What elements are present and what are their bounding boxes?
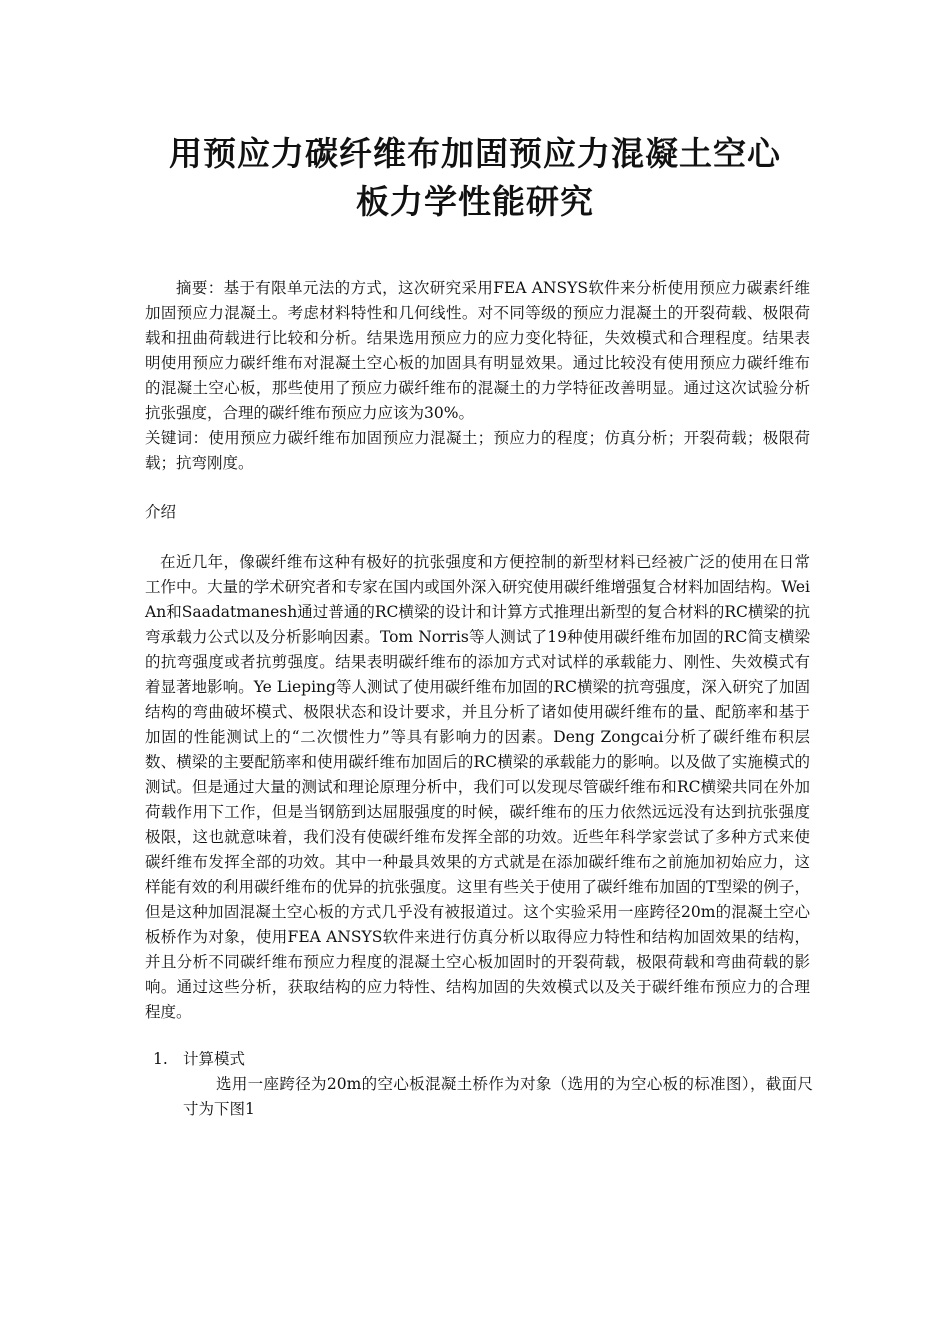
abstract-paragraph: 摘要：基于有限单元法的方式，这次研究采用FEA ANSYS软件来分析使用预应力碳素纤维加固预应力混凝土。考虑材料特性和几何线性。对不同等级的预应力混凝土的开裂荷载、极限荷载和扭曲荷载进行比较和分析。结果选用预应力的应力变化特征，失效模式和合理程度。结果表明使用预应力碳纤维布对混凝土空心板的加固具有明显效果。通过比较没有使用预应力碳纤维布的混凝土空心板，那些使用了预应力碳纤维布的混凝土的力学特征改善明显。通过这次试验分析抗张强度，合理的碳纤维布预应力应该为30%。: [145, 279, 810, 422]
intro-heading: 介绍: [145, 503, 177, 521]
keywords-paragraph: 关键词：使用预应力碳纤维布加固预应力混凝土；预应力的程度；仿真分析；开裂荷载；极限荷载；抗弯刚度。: [145, 429, 810, 472]
section-1-number: 1.: [153, 1050, 168, 1068]
document-title: [120, 130, 830, 226]
title-line-1: 用预应力碳纤维布加固预应力混凝土空心: [169, 134, 781, 173]
section-1-title: 计算模式: [183, 1050, 246, 1068]
section-1-paragraph: 选用一座跨径为20m的空心板混凝土桥作为对象（选用的为空心板的标准图），截面尺寸为下图1: [183, 1075, 813, 1118]
intro-paragraph: 在近几年，像碳纤维布这种有极好的抗张强度和方便控制的新型材料已经被广泛的使用在日常工作中。大量的学术研究者和专家在国内或国外深入研究使用碳纤维增强复合材料加固结构。Wei An和Saadatmanesh通过普通的RC横梁的设计和计算方式推理出新型的复合材料的RC横梁的抗弯承载力公式以及分析影响因素。Tom Norris等人测试了19种使用碳纤维布加固的RC简支横梁的抗弯强度或者抗剪强度。结果表明碳纤维布的添加方式对试样的承载能力、刚性、失效模式有着显著地影响。Ye Lieping等人测试了使用碳纤维布加固的RC横梁的抗弯强度，深入研究了加固结构的弯曲破坏模式、极限状态和设计要求，并且分析了诸如使用碳纤维布的量、配筋率和基于加固的性能测试上的“二次惯性力”等具有影响力的因素。Deng Zongcai分析了碳纤维布积层数、横梁的主要配筋率和使用碳纤维布加固后的RC横梁的承载能力的影响。以及做了实施模式的测试。但是通过大量的测试和理论原理分析中，我们可以发现尽管碳纤维布和RC横梁共同在外加荷载作用下工作，但是当钢筋到达屈服强度的时候，碳纤维布的压力依然远远没有达到抗张强度极限，这也就意味着，我们没有使碳纤维布发挥全部的功效。近些年科学家尝试了多种方式来使碳纤维布发挥全部的功效。其中一种最具效果的方式就是在添加碳纤维布之前施加初始应力，这样能有效的利用碳纤维布的优异的抗张强度。这里有些关于使用了碳纤维布加固的T型梁的例子，但是这种加固混凝土空心板的方式几乎没有被报道过。这个实验采用一座跨径20m的混凝土空心板桥作为对象，使用FEA ANSYS软件来进行仿真分析以取得应力特性和结构加固效果的结构，并且分析不同碳纤维布预应力程度的混凝土空心板加固时的开裂荷载，极限荷载和弯曲荷载的影响。通过这些分析，获取结构的应力特性、结构加固的失效模式以及关于碳纤维布预应力的合理程度。: [145, 553, 810, 1021]
section-1-heading: [153, 1047, 245, 1072]
title-line-2: 板力学性能研究: [356, 182, 594, 221]
